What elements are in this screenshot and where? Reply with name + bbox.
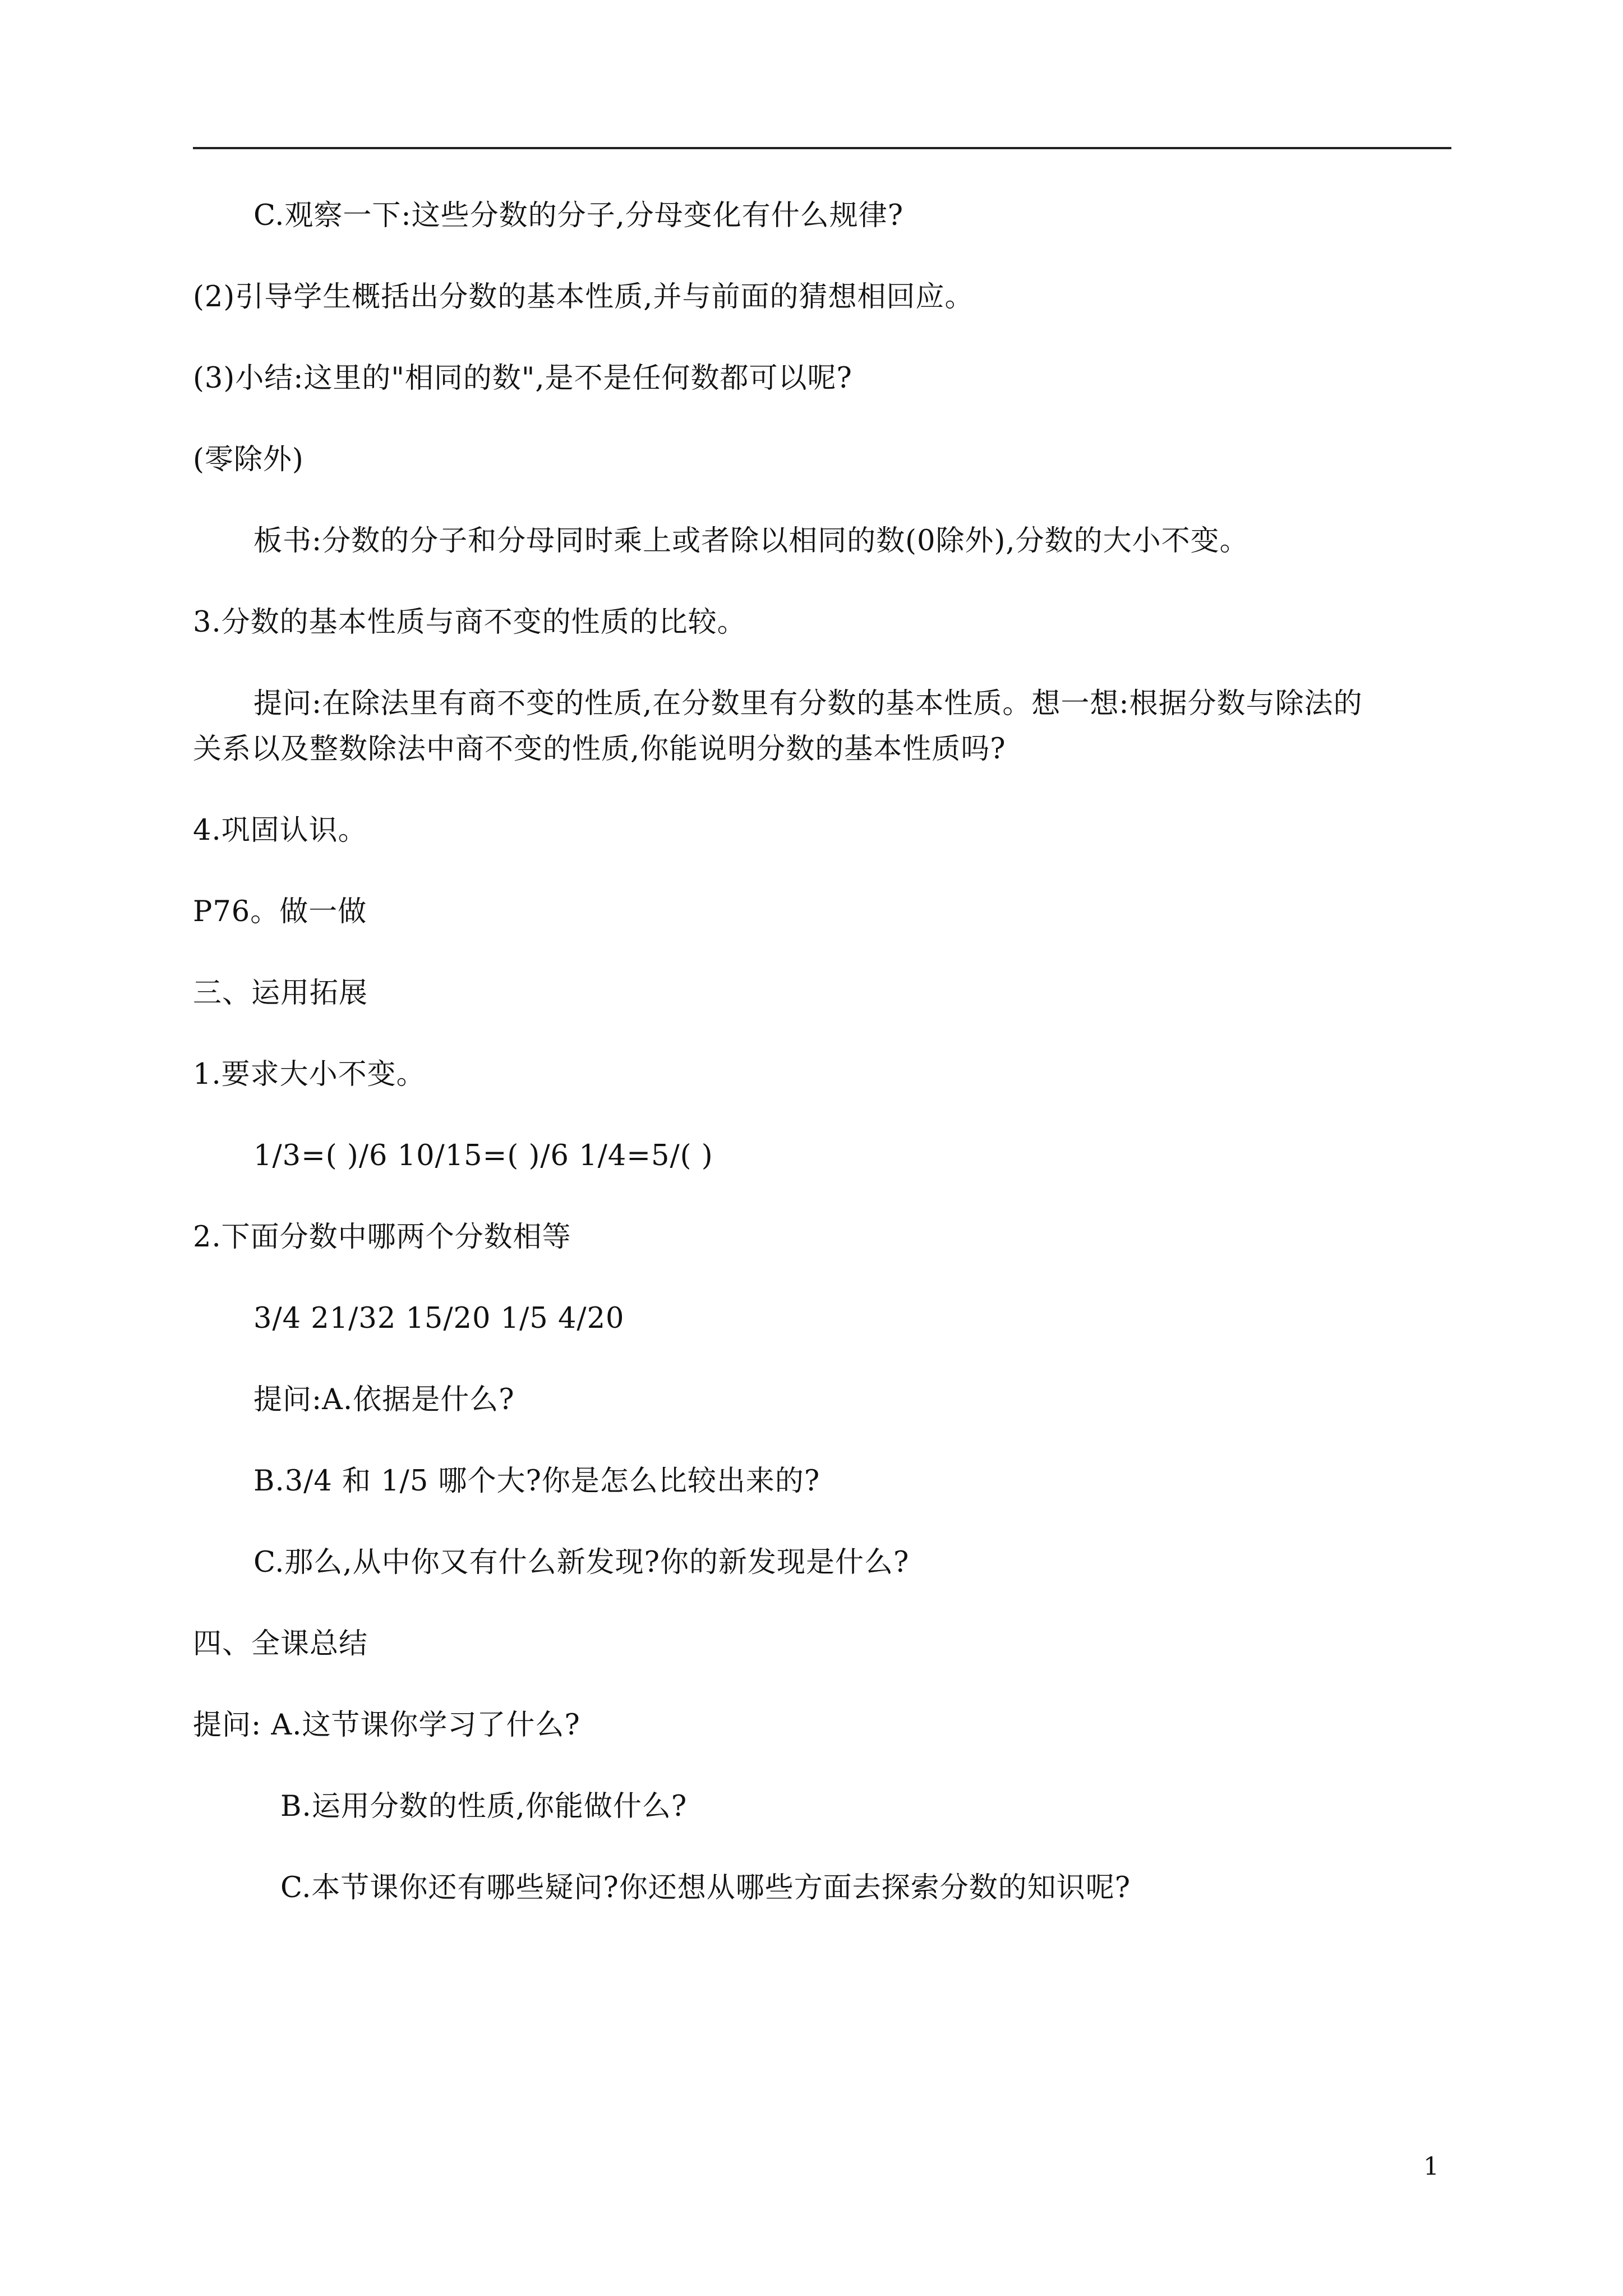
text-line: (3)小结:这里的"相同的数",是不是任何数都可以呢? <box>193 362 852 395</box>
text-line: (2)引导学生概括出分数的基本性质,并与前面的猜想相回应。 <box>193 280 974 314</box>
text-line: 提问:在除法里有商不变的性质,在分数里有分数的基本性质。想一想:根据分数与除法的 <box>253 687 1363 720</box>
exercise-line: 3/4 21/32 15/20 1/5 4/20 <box>253 1302 625 1335</box>
section-heading: 三、运用拓展 <box>193 977 368 1010</box>
text-line: 关系以及整数除法中商不变的性质,你能说明分数的基本性质吗? <box>193 733 1006 766</box>
exercise-line: 1/3=( )/6 10/15=( )/6 1/4=5/( ) <box>253 1139 713 1172</box>
text-line: 提问:A.依据是什么? <box>253 1383 515 1416</box>
text-line: C.观察一下:这些分数的分子,分母变化有什么规律? <box>253 199 904 232</box>
header-rule <box>193 147 1451 149</box>
text-line: P76。做一做 <box>193 895 367 928</box>
text-line: 3.分数的基本性质与商不变的性质的比较。 <box>193 606 746 639</box>
section-heading: 四、全课总结 <box>193 1627 368 1660</box>
page-number: 1 <box>1423 2152 1439 2181</box>
text-line: 4.巩固认识。 <box>193 814 367 847</box>
text-line: C.本节课你还有哪些疑问?你还想从哪些方面去探索分数的知识呢? <box>280 1871 1131 1904</box>
text-line: 2.下面分数中哪两个分数相等 <box>193 1221 571 1254</box>
text-line: B.3/4 和 1/5 哪个大?你是怎么比较出来的? <box>253 1465 820 1498</box>
text-line: C.那么,从中你又有什么新发现?你的新发现是什么? <box>253 1546 910 1579</box>
text-line: B.运用分数的性质,你能做什么? <box>280 1790 688 1823</box>
text-line: 板书:分数的分子和分母同时乘上或者除以相同的数(0除外),分数的大小不变。 <box>253 524 1249 558</box>
text-line: (零除外) <box>193 443 304 476</box>
text-line: 1.要求大小不变。 <box>193 1058 426 1091</box>
text-line: 提问: A.这节课你学习了什么? <box>193 1709 580 1742</box>
